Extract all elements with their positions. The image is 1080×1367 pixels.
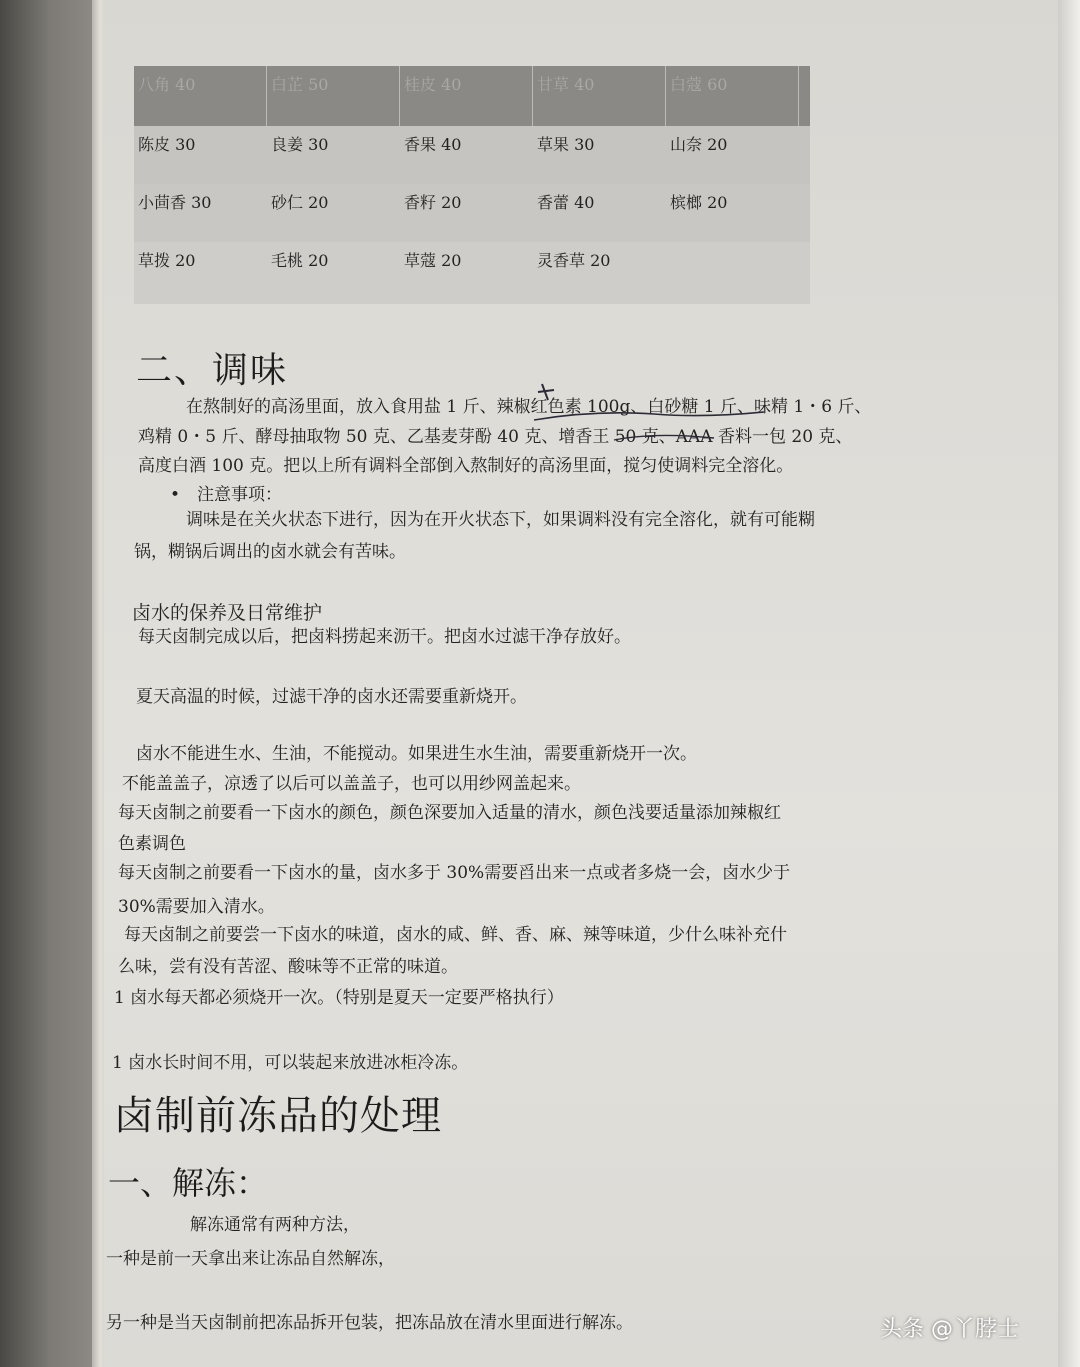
table-cell: 灵香草 20 xyxy=(537,251,611,270)
paragraph-line: 卤水不能进生水、生油，不能搅动。如果进生水生油，需要重新烧开一次。 xyxy=(136,744,697,764)
table-cell: 砂仁 20 xyxy=(271,193,329,212)
table-cell: 八角 40 xyxy=(134,66,267,126)
section-heading-maintenance: 卤水的保养及日常维护 xyxy=(132,602,323,624)
table-row xyxy=(134,242,810,304)
paragraph-line: 1 卤水每天都必须烧开一次。（特别是夏天一定要严格执行） xyxy=(114,988,564,1008)
table-cell: 山奈 20 xyxy=(670,135,728,154)
section-heading-frozen: 卤制前冻品的处理 xyxy=(114,1093,442,1139)
paragraph-line: 解冻通常有两种方法， xyxy=(190,1215,360,1235)
table-row xyxy=(134,66,810,126)
table-cell: 毛桃 20 xyxy=(271,251,329,270)
table-cell: 白芷 50 xyxy=(267,66,400,126)
paragraph-line: 色素调色 xyxy=(118,834,186,854)
paragraph-line: 在熬制好的高汤里面，放入食用盐 1 斤、辣椒红色素 100g、白砂糖 1 斤、味精 1・6 斤、 xyxy=(186,397,872,417)
paragraph-line: 每天卤制之前要看一下卤水的颜色，颜色深要加入适量的清水，颜色浅要适量添加辣椒红 xyxy=(118,803,781,823)
table-cell: 陈皮 30 xyxy=(138,135,196,154)
paragraph-line: 调味是在关火状态下进行，因为在开火状态下，如果调料没有完全溶化，就有可能糊 xyxy=(186,510,815,530)
table-cell: 草果 30 xyxy=(537,135,595,154)
watermark-label: 头条 @丫脖士 xyxy=(880,1317,1019,1342)
table-cell: 草拨 20 xyxy=(138,251,196,270)
table-cell: 白蔻 60 xyxy=(666,66,799,126)
paragraph-line: 不能盖盖子，凉透了以后可以盖盖子，也可以用纱网盖起来。 xyxy=(122,774,581,794)
table-cell: 小茴香 30 xyxy=(138,193,212,212)
table-cell: 香果 40 xyxy=(404,135,462,154)
paragraph-line: 一种是前一天拿出来让冻品自然解冻， xyxy=(106,1249,395,1269)
table-cell: 槟榔 20 xyxy=(670,193,728,212)
note-title: • 注意事项： xyxy=(170,485,283,505)
paragraph-line: 另一种是当天卤制前把冻品拆开包装，把冻品放在清水里面进行解冻。 xyxy=(106,1313,633,1333)
document-page xyxy=(104,0,1080,1367)
paragraph-line: 夏天高温的时候，过滤干净的卤水还需要重新烧开。 xyxy=(136,687,527,707)
paragraph-line: 每天卤制之前要尝一下卤水的味道，卤水的咸、鲜、香、麻、辣等味道，少什么味补充什 xyxy=(124,925,787,945)
paragraph-line: 鸡精 0・5 斤、酵母抽取物 50 克、乙基麦芽酚 40 克、增香王 50 克、AAA 香料一包 20 克、 xyxy=(138,427,853,447)
paragraph-line: 高度白酒 100 克。把以上所有调料全部倒入熬制好的高汤里面，搅匀使调料完全溶化。 xyxy=(138,456,794,476)
table-row xyxy=(134,184,810,242)
table-cell: 香蕾 40 xyxy=(537,193,595,212)
paragraph-line: 每天卤制完成以后，把卤料捞起来沥干。把卤水过滤干净存放好。 xyxy=(138,627,631,647)
page-right-edge xyxy=(1058,0,1080,1367)
table-cell xyxy=(666,242,799,304)
book-binding-shadow xyxy=(0,0,100,1367)
spice-table xyxy=(134,66,810,304)
table-cell: 香籽 20 xyxy=(404,193,462,212)
paragraph-line: 30%需要加入清水。 xyxy=(118,897,275,917)
table-cell: 桂皮 40 xyxy=(400,66,533,126)
paragraph-line: 每天卤制之前要看一下卤水的量，卤水多于 30%需要舀出来一点或者多烧一会，卤水少于 xyxy=(118,863,791,883)
table-cell: 良姜 30 xyxy=(271,135,329,154)
table-cell: 草蔻 20 xyxy=(404,251,462,270)
section-heading-seasoning: 二、调味 xyxy=(136,350,289,391)
table-row xyxy=(134,126,810,184)
table-cell: 甘草 40 xyxy=(533,66,666,126)
paragraph-line: 锅，糊锅后调出的卤水就会有苦味。 xyxy=(134,542,406,562)
subheading-thawing: 一、解冻： xyxy=(108,1164,269,1202)
paragraph-line: 么味，尝有没有苦涩、酸味等不正常的味道。 xyxy=(118,957,458,977)
paragraph-line: 1 卤水长时间不用，可以装起来放进冰柜冷冻。 xyxy=(112,1053,469,1073)
